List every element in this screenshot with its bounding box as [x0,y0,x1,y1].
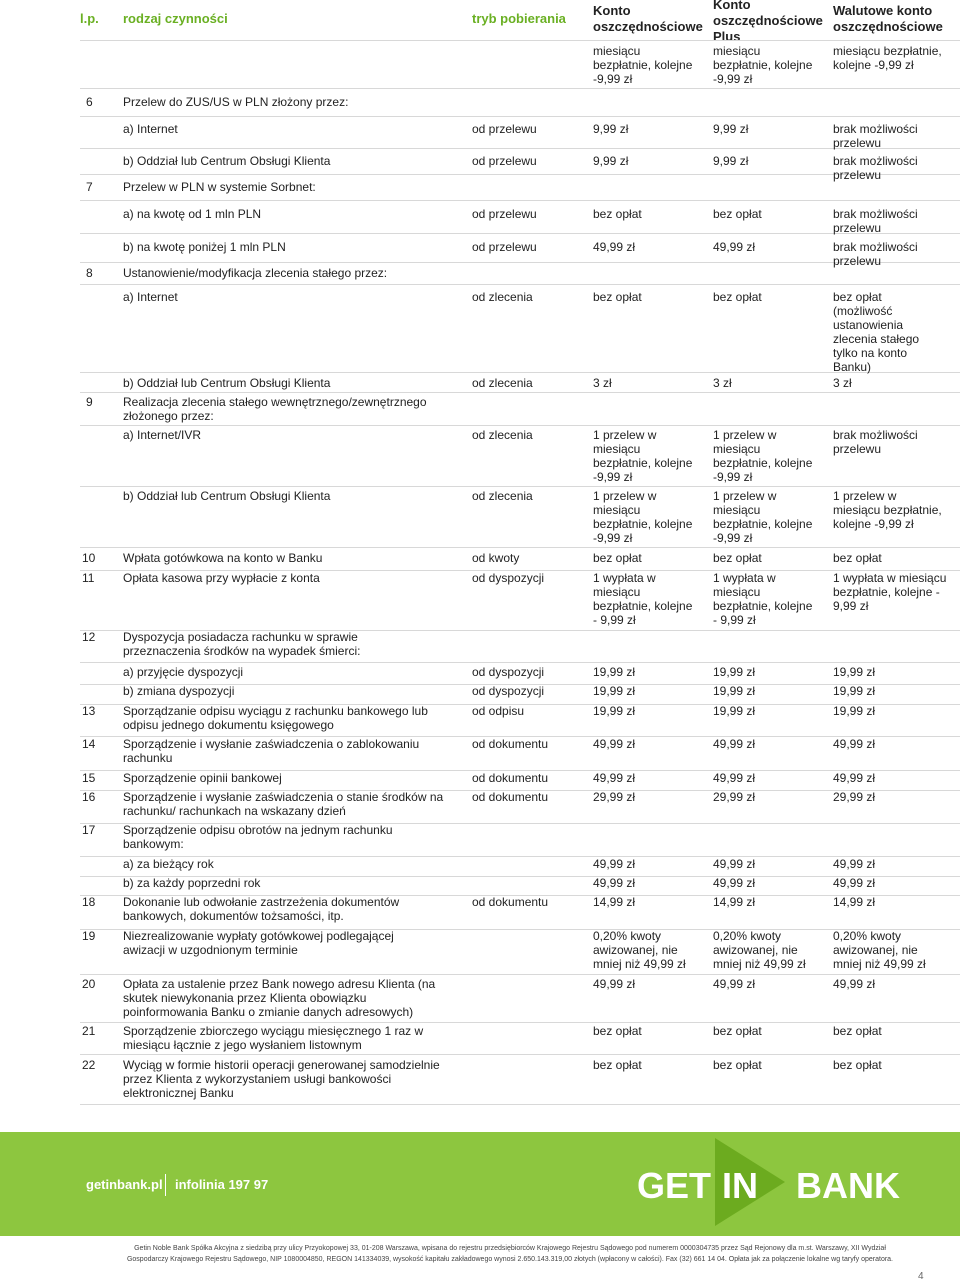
row-fee-c4: 9,99 zł [713,122,749,136]
row-charge-mode: od przelewu [472,207,537,221]
row-divider [80,486,960,487]
row-fee-c5: 19,99 zł [833,665,876,679]
row-fee-c4: miesiącu bezpłatnie, kolejne -9,99 zł [713,44,813,86]
row-fee-c4: bez opłat [713,1024,762,1038]
row-fee-c5: brak możliwości przelewu [833,154,918,182]
row-fee-c4: 49,99 zł [713,737,756,751]
row-fee-c4: 49,99 zł [713,857,756,871]
row-fee-c3: bez opłat [593,1058,642,1072]
row-charge-mode: od dokumentu [472,895,549,909]
footer-site-link[interactable]: getinbank.pl [86,1177,163,1192]
row-number: 15 [82,771,96,785]
row-fee-c5: 29,99 zł [833,790,876,804]
row-fee-c3: 29,99 zł [593,790,636,804]
row-fee-c3: 9,99 zł [593,122,629,136]
row-fee-c3: bez opłat [593,1024,642,1038]
row-divider [80,662,960,663]
legal-line-1: Getin Noble Bank Spółka Akcyjna z siedzibą przy ulicy Przyokopowej 33, 01-208 Warszawa, wpisana do rejestru przedsiębiorców Krajowego Rejestru Sądowego pod numerem 0000304735 przez Sąd Rejonowy dla m.st. Warszawy, XII Wydział [134,1245,886,1252]
row-charge-mode: od odpisu [472,704,525,718]
row-fee-c5: miesiącu bezpłatnie, kolejne -9,99 zł [833,44,942,72]
row-charge-mode: od dokumentu [472,771,549,785]
row-description: Sporządzenie opinii bankowej [123,771,282,785]
row-fee-c4: 49,99 zł [713,977,756,991]
row-fee-c4: 19,99 zł [713,665,756,679]
row-fee-c4: bez opłat [713,1058,762,1072]
row-number: 12 [82,630,96,644]
row-number: 16 [82,790,96,804]
row-fee-c5: bez opłat [833,1024,882,1038]
row-charge-mode: od przelewu [472,240,537,254]
row-charge-mode: od kwoty [472,551,520,565]
header-walutowe: Walutowe konto oszczędnościowe [833,3,943,34]
row-fee-c5: brak możliwości przelewu [833,428,918,456]
row-charge-mode: od zlecenia [472,428,533,442]
row-fee-c4: 49,99 zł [713,876,756,890]
row-fee-c4: 0,20% kwoty awizowanej, nie mniej niż 49,99 zł [713,929,806,971]
row-description: Dokonanie lub odwołanie zastrzeżenia dokumentów bankowych, dokumentów tożsamości, itp. [123,895,400,923]
row-description: Opłata za ustalenie przez Bank nowego adresu Klienta (na skutek niewykonania przez Klienta obowiązku poinformowania Banku o zmianie danych adresowych) [123,977,436,1019]
row-charge-mode: od dyspozycji [472,684,545,698]
row-number: 22 [82,1058,96,1072]
row-divider [80,262,960,263]
row-fee-c4: 14,99 zł [713,895,756,909]
row-description: a) na kwotę od 1 mln PLN [123,207,262,221]
row-description: Realizacja zlecenia stałego wewnętrznego/zewnętrznego złożonego przez: [123,395,427,423]
row-fee-c5: bez opłat [833,551,882,565]
row-fee-c3: 49,99 zł [593,857,636,871]
row-fee-c3: 49,99 zł [593,876,636,890]
row-fee-c5: 0,20% kwoty awizowanej, nie mniej niż 49,99 zł [833,929,926,971]
row-number: 19 [82,929,96,943]
row-number: 9 [86,395,93,409]
row-number: 20 [82,977,96,991]
row-fee-c4: 1 wypłata w miesiącu bezpłatnie, kolejne - 9,99 zł [713,571,813,627]
row-divider [80,1104,960,1105]
row-fee-c3: 14,99 zł [593,895,636,909]
row-fee-c5: 1 przelew w miesiącu bezpłatnie, kolejne -9,99 zł [833,489,942,531]
row-fee-c4: 3 zł [713,376,732,390]
row-fee-c5: 49,99 zł [833,771,876,785]
row-fee-c3: 1 wypłata w miesiącu bezpłatnie, kolejne - 9,99 zł [593,571,693,627]
row-description: b) Oddział lub Centrum Obsługi Klienta [123,154,331,168]
row-number: 8 [86,266,93,280]
row-fee-c4: 19,99 zł [713,684,756,698]
row-charge-mode: od przelewu [472,122,537,136]
row-fee-c3: 1 przelew w miesiącu bezpłatnie, kolejne -9,99 zł [593,428,693,484]
row-fee-c4: 29,99 zł [713,790,756,804]
row-fee-c5: 19,99 zł [833,684,876,698]
row-divider [80,148,960,149]
row-description: Sporządzenie i wysłanie zaświadczenia o zablokowaniu rachunku [123,737,420,765]
row-description: Wpłata gotówkowa na konto w Banku [123,551,323,565]
footer-infolinia: infolinia 197 97 [175,1177,269,1192]
row-fee-c4: 1 przelew w miesiącu bezpłatnie, kolejne -9,99 zł [713,489,813,545]
row-description: b) za każdy poprzedni rok [123,876,261,890]
row-charge-mode: od zlecenia [472,290,533,304]
row-number: 6 [86,95,93,109]
header-divider [80,40,960,41]
row-fee-c4: bez opłat [713,207,762,221]
row-divider [80,233,960,234]
row-description: Niezrealizowanie wypłaty gotówkowej podlegającej awizacji w uzgodnionym terminie [123,929,394,957]
row-fee-c5: 3 zł [833,376,852,390]
row-number: 7 [86,180,93,194]
row-description: a) Internet/IVR [123,428,202,442]
row-description: b) Oddział lub Centrum Obsługi Klienta [123,489,331,503]
row-fee-c3: bez opłat [593,551,642,565]
row-fee-c5: 49,99 zł [833,737,876,751]
row-description: Przelew w PLN w systemie Sorbnet: [123,180,316,194]
row-number: 10 [82,551,96,565]
row-description: Sporządzenie zbiorczego wyciągu miesięcznego 1 raz w miesiącu łącznie z jego wysłaniem listownym [123,1024,424,1052]
row-number: 17 [82,823,96,837]
row-fee-c3: bez opłat [593,290,642,304]
row-fee-c5: 1 wypłata w miesiącu bezpłatnie, kolejne - 9,99 zł [833,571,947,613]
row-description: b) Oddział lub Centrum Obsługi Klienta [123,376,331,390]
row-description: a) za bieżący rok [123,857,214,871]
row-divider [80,425,960,426]
row-number: 11 [82,571,95,585]
row-description: Przelew do ZUS/US w PLN złożony przez: [123,95,349,109]
row-divider [80,174,960,175]
row-fee-c4: 49,99 zł [713,771,756,785]
row-fee-c4: 9,99 zł [713,154,749,168]
row-fee-c3: 3 zł [593,376,612,390]
row-number: 21 [82,1024,96,1038]
row-fee-c4: bez opłat [713,551,762,565]
header-lp: l.p. [80,11,99,26]
logo-get: GET [637,1165,712,1206]
row-fee-c3: 9,99 zł [593,154,629,168]
row-description: a) Internet [123,122,178,136]
row-divider [80,116,960,117]
row-fee-c3: 19,99 zł [593,684,636,698]
header-konto: Konto oszczędnościowe [593,3,703,34]
row-fee-c5: brak możliwości przelewu [833,122,918,150]
legal-line-2: Gospodarczy Krajowego Rejestru Sądowego, NIP 1080004850, REGON 141334039, wysokość kapitału zakładowego wynosi 2.650.143.319,00 złotych (wpłacony w całości). Fax (32) 661 14 04. Opłata jak za połączenie lokalne wg taryfy operatora. [126,1256,894,1263]
row-divider [80,974,960,975]
row-number: 13 [82,704,96,718]
row-description: Wyciąg w formie historii operacji generowanej samodzielnie przez Klienta z wykorzystaniem usługi bankowości elektronicznej Banku [123,1058,440,1100]
row-fee-c3: miesiącu bezpłatnie, kolejne -9,99 zł [593,44,693,86]
row-divider [80,1054,960,1055]
page-number: 4 [918,1271,924,1282]
row-charge-mode: od dyspozycji [472,571,545,585]
row-fee-c4: 49,99 zł [713,240,756,254]
row-fee-c5: 14,99 zł [833,895,876,909]
row-fee-c3: 49,99 zł [593,771,636,785]
row-fee-c5: 19,99 zł [833,704,876,718]
row-fee-c5: bez opłat [833,1058,882,1072]
row-fee-c3: bez opłat [593,207,642,221]
row-fee-c3: 0,20% kwoty awizowanej, nie mniej niż 49,99 zł [593,929,686,971]
row-fee-c5: 49,99 zł [833,977,876,991]
row-description: a) przyjęcie dyspozycji [123,665,244,679]
row-divider [80,284,960,285]
row-description: a) Internet [123,290,178,304]
row-description: b) na kwotę poniżej 1 mln PLN [123,240,286,254]
row-fee-c5: 49,99 zł [833,876,876,890]
logo-in: IN [722,1165,758,1206]
row-description: Opłata kasowa przy wypłacie z konta [123,571,320,585]
row-description: Sporządzenie i wysłanie zaświadczenia o stanie środków na rachunku/ rachunkach na wskazany dzień [123,790,444,818]
footer-separator [165,1174,166,1196]
row-fee-c4: 1 przelew w miesiącu bezpłatnie, kolejne -9,99 zł [713,428,813,484]
row-charge-mode: od dyspozycji [472,665,545,679]
row-divider [80,200,960,201]
row-fee-c3: 49,99 zł [593,737,636,751]
row-divider [80,547,960,548]
row-divider [80,88,960,89]
header-tryb: tryb pobierania [472,11,566,26]
row-fee-c5: 49,99 zł [833,857,876,871]
row-fee-c4: 19,99 zł [713,704,756,718]
row-divider [80,392,960,393]
row-fee-c3: 49,99 zł [593,977,636,991]
row-charge-mode: od zlecenia [472,489,533,503]
row-fee-c3: 1 przelew w miesiącu bezpłatnie, kolejne -9,99 zł [593,489,693,545]
row-charge-mode: od zlecenia [472,376,533,390]
row-divider [80,1022,960,1023]
row-description: Dyspozycja posiadacza rachunku w sprawie przeznaczenia środków na wypadek śmierci: [123,630,361,658]
row-fee-c4: bez opłat [713,290,762,304]
row-fee-c3: 49,99 zł [593,240,636,254]
row-description: Sporządzenie odpisu obrotów na jednym rachunku bankowym: [123,823,393,851]
row-description: b) zmiana dyspozycji [123,684,235,698]
row-number: 18 [82,895,96,909]
header-rodzaj: rodzaj czynności [123,11,228,26]
row-fee-c3: 19,99 zł [593,704,636,718]
logo-bank: BANK [796,1165,900,1206]
row-fee-c3: 19,99 zł [593,665,636,679]
row-charge-mode: od dokumentu [472,790,549,804]
row-charge-mode: od dokumentu [472,737,549,751]
row-fee-c5: bez opłat (możliwość ustanowienia zlecenia stałego tylko na konto Banku) [833,290,920,374]
row-number: 14 [82,737,96,751]
row-fee-c5: brak możliwości przelewu [833,207,918,235]
row-description: Ustanowienie/modyfikacja zlecenia stałego przez: [123,266,388,280]
row-charge-mode: od przelewu [472,154,537,168]
header-konto-plus: Konto oszczędnościowe Plus [713,0,823,44]
row-fee-c5: brak możliwości przelewu [833,240,918,268]
row-divider [80,372,960,373]
row-description: Sporządzanie odpisu wyciągu z rachunku bankowego lub odpisu jednego dokumentu księgowego [123,704,428,732]
